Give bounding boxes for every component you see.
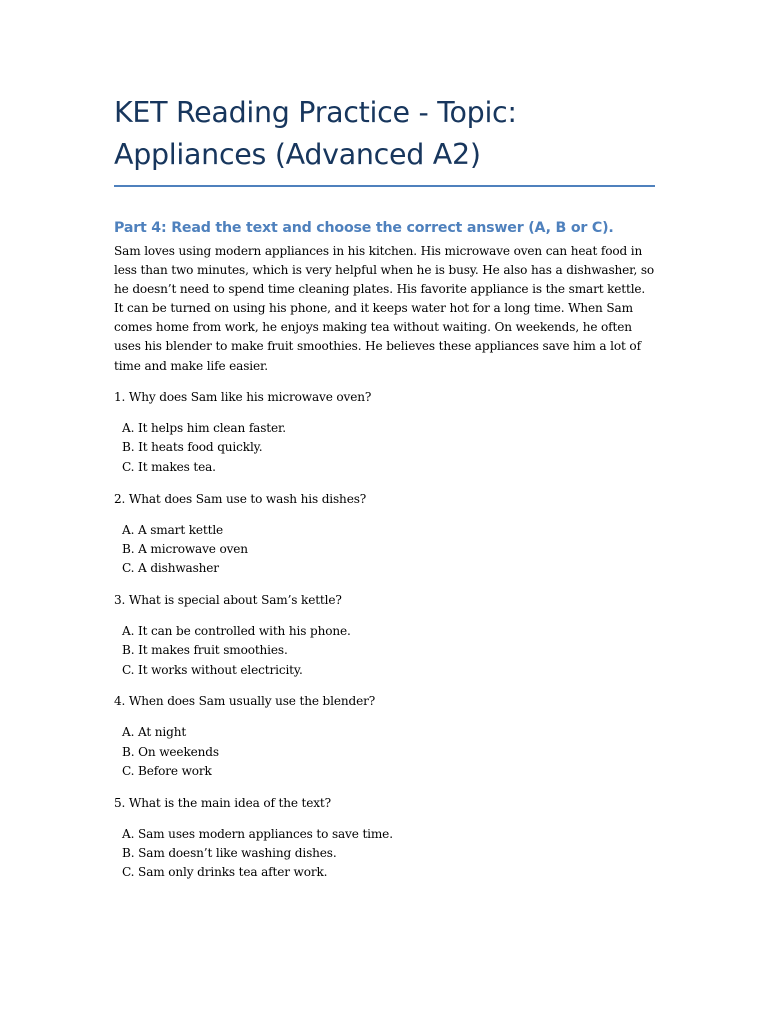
question-block xyxy=(114,591,655,680)
reading-passage: Sam loves using modern appliances in his kitchen. His microwave oven can heat food in less than two minutes, which is very helpful when he is busy. He also has a dishwasher, so he doesn’t need to spend time cleaning plates. His favorite appliance is the smart kettle. It can be turned on using his phone, and it keeps water hot for a long time. When Sam comes home from work, he enjoys making tea without waiting. On weekends, he often uses his blender to make fruit smoothies. He believes these appliances save him a lot of time and make life easier. xyxy=(114,244,655,373)
question-text: 5. What is the main idea of the text? xyxy=(114,795,331,810)
answer-option: B. Sam doesn’t like washing dishes. xyxy=(122,846,337,861)
answer-options xyxy=(122,825,655,883)
question-text: 3. What is special about Sam’s kettle? xyxy=(114,592,342,607)
answer-option: A. Sam uses modern appliances to save time. xyxy=(122,826,393,841)
question-block xyxy=(114,692,655,781)
question-text: 1. Why does Sam like his microwave oven? xyxy=(114,390,372,405)
answer-options xyxy=(122,521,655,579)
question-block xyxy=(114,794,655,883)
answer-option: C. Sam only drinks tea after work. xyxy=(122,865,328,880)
question-text: 4. When does Sam usually use the blender? xyxy=(114,694,376,709)
answer-option: C. It makes tea. xyxy=(122,459,216,474)
answer-options xyxy=(122,419,655,477)
answer-option: B. It makes fruit smoothies. xyxy=(122,643,288,658)
answer-option: A. A smart kettle xyxy=(122,522,224,537)
answer-option: C. A dishwasher xyxy=(122,561,219,576)
answer-option: B. On weekends xyxy=(122,744,219,759)
document-title: KET Reading Practice - Topic: Appliances (Advanced A2) xyxy=(114,96,517,171)
document-page xyxy=(114,92,655,883)
title-underline xyxy=(114,185,655,187)
answer-option: A. It can be controlled with his phone. xyxy=(122,623,351,638)
question-block xyxy=(114,490,655,579)
answer-options xyxy=(122,723,655,781)
question-block xyxy=(114,388,655,477)
answer-option: B. A microwave oven xyxy=(122,541,248,556)
answer-option: C. Before work xyxy=(122,763,212,778)
answer-option: A. It helps him clean faster. xyxy=(122,421,286,436)
answer-options xyxy=(122,622,655,680)
question-text: 2. What does Sam use to wash his dishes? xyxy=(114,491,367,506)
answer-option: A. At night xyxy=(122,725,187,740)
answer-option: B. It heats food quickly. xyxy=(122,440,263,455)
answer-option: C. It works without electricity. xyxy=(122,662,303,677)
part-heading: Part 4: Read the text and choose the correct answer (A, B or C). xyxy=(114,220,614,236)
